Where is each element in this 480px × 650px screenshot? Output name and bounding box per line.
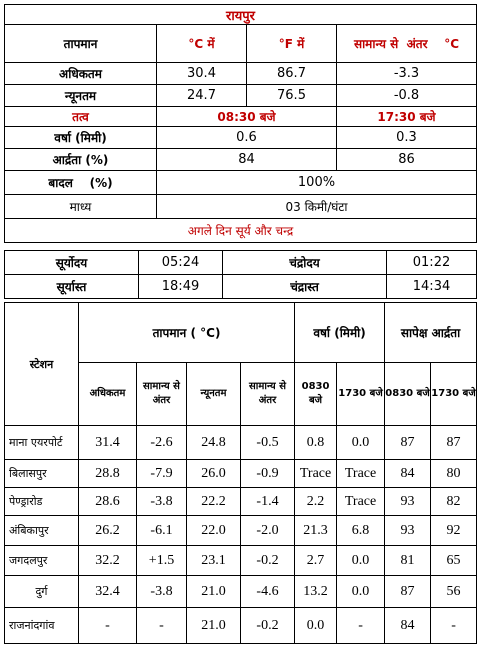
station-min: 22.0 bbox=[187, 516, 241, 546]
rain-1730-header: 1730 बजे bbox=[337, 363, 385, 426]
station-name: पेण्ड्रारोड bbox=[5, 488, 79, 516]
raipur-summary-table bbox=[4, 4, 477, 243]
wind-row bbox=[5, 195, 477, 219]
temp-row-min bbox=[5, 85, 477, 107]
min-diff-header: सामान्य से अंतर bbox=[241, 363, 295, 426]
table-row bbox=[5, 426, 477, 460]
station-max-diff: +1.5 bbox=[137, 546, 187, 576]
elements-header-1730: 17:30 बजे bbox=[337, 107, 477, 127]
station-max-diff: -3.8 bbox=[137, 488, 187, 516]
station-min-diff: -1.4 bbox=[241, 488, 295, 516]
station-rain-0830: 21.3 bbox=[295, 516, 337, 546]
sunset-value: 18:49 bbox=[139, 275, 223, 299]
station-humidity-0830: 87 bbox=[385, 576, 431, 608]
station-rain-1730: Trace bbox=[337, 488, 385, 516]
temp-header-label: तापमान bbox=[5, 25, 157, 63]
station-min-diff: -4.6 bbox=[241, 576, 295, 608]
sun-moon-title: अगले दिन सूर्य और चन्द्र bbox=[5, 219, 477, 243]
station-min: 21.0 bbox=[187, 576, 241, 608]
element-value-1730: 0.3 bbox=[337, 127, 477, 149]
rain-row bbox=[5, 127, 477, 149]
city-title: रायपुर bbox=[5, 5, 477, 25]
temp-c-value: 24.7 bbox=[157, 85, 247, 107]
station-humidity-1730: - bbox=[431, 608, 477, 644]
temp-row-label: अधिकतम bbox=[5, 63, 157, 85]
station-humidity-0830: 84 bbox=[385, 460, 431, 488]
sunrise-row bbox=[5, 251, 477, 275]
station-humidity-0830: 93 bbox=[385, 516, 431, 546]
station-rain-1730: - bbox=[337, 608, 385, 644]
station-min: 26.0 bbox=[187, 460, 241, 488]
station-name: अंबिकापुर bbox=[5, 516, 79, 546]
moonset-value: 14:34 bbox=[387, 275, 477, 299]
element-value-0830: 0.6 bbox=[157, 127, 337, 149]
wind-label: माध्य bbox=[5, 195, 157, 219]
table-row bbox=[5, 546, 477, 576]
station-header: स्टेशन bbox=[5, 303, 79, 426]
station-humidity-1730: 80 bbox=[431, 460, 477, 488]
station-rain-1730: 0.0 bbox=[337, 576, 385, 608]
element-row-label: आर्द्रता (%) bbox=[5, 149, 157, 171]
station-max-diff: -3.8 bbox=[137, 576, 187, 608]
station-rain-1730: 0.0 bbox=[337, 546, 385, 576]
rain-group-header: वर्षा (मिमी) bbox=[295, 303, 385, 363]
temp-group-header: तापमान ( °C) bbox=[79, 303, 295, 363]
station-name: माना एयरपोर्ट bbox=[5, 426, 79, 460]
station-max: - bbox=[79, 608, 137, 644]
station-max: 32.2 bbox=[79, 546, 137, 576]
moonrise-value: 01:22 bbox=[387, 251, 477, 275]
station-humidity-1730: 87 bbox=[431, 426, 477, 460]
max-header: अधिकतम bbox=[79, 363, 137, 426]
cloud-label: बादल (%) bbox=[5, 171, 157, 195]
cloud-row bbox=[5, 171, 477, 195]
elements-header-0830: 08:30 बजे bbox=[157, 107, 337, 127]
temp-row-max bbox=[5, 63, 477, 85]
station-humidity-0830: 84 bbox=[385, 608, 431, 644]
station-rain-0830: 2.2 bbox=[295, 488, 337, 516]
temp-diff-value: -0.8 bbox=[337, 85, 477, 107]
station-max-diff: -2.6 bbox=[137, 426, 187, 460]
station-humidity-1730: 56 bbox=[431, 576, 477, 608]
sunset-row bbox=[5, 275, 477, 299]
temp-header-c: °C में bbox=[157, 25, 247, 63]
station-max-diff: - bbox=[137, 608, 187, 644]
station-min-diff: -0.5 bbox=[241, 426, 295, 460]
moonset-label: चंद्रास्त bbox=[223, 275, 387, 299]
station-rain-0830: 0.8 bbox=[295, 426, 337, 460]
sunrise-label: सूर्योदय bbox=[5, 251, 139, 275]
station-rain-0830: 2.7 bbox=[295, 546, 337, 576]
station-min-diff: -0.2 bbox=[241, 608, 295, 644]
temp-c-value: 30.4 bbox=[157, 63, 247, 85]
station-humidity-0830: 81 bbox=[385, 546, 431, 576]
temp-header-diff: सामान्य से अंतर °C bbox=[337, 25, 477, 63]
station-min: 24.8 bbox=[187, 426, 241, 460]
station-rain-0830: 0.0 bbox=[295, 608, 337, 644]
station-name: राजनांदगांव bbox=[5, 608, 79, 644]
humidity-0830-header: 0830 बजे bbox=[385, 363, 431, 426]
humidity-group-header: सापेक्ष आर्द्रता bbox=[385, 303, 477, 363]
station-max: 31.4 bbox=[79, 426, 137, 460]
station-humidity-1730: 92 bbox=[431, 516, 477, 546]
station-rain-1730: 0.0 bbox=[337, 426, 385, 460]
sunrise-value: 05:24 bbox=[139, 251, 223, 275]
temp-diff-value: -3.3 bbox=[337, 63, 477, 85]
element-row-label: वर्षा (मिमी) bbox=[5, 127, 157, 149]
sunset-label: सूर्यास्त bbox=[5, 275, 139, 299]
station-max: 26.2 bbox=[79, 516, 137, 546]
station-rain-1730: Trace bbox=[337, 460, 385, 488]
station-rain-0830: Trace bbox=[295, 460, 337, 488]
temp-row-label: न्यूनतम bbox=[5, 85, 157, 107]
station-min-diff: -0.2 bbox=[241, 546, 295, 576]
min-header: न्यूनतम bbox=[187, 363, 241, 426]
elements-header-label: तत्व bbox=[5, 107, 157, 127]
temp-f-value: 86.7 bbox=[247, 63, 337, 85]
rain-0830-header: 0830 बजे bbox=[295, 363, 337, 426]
station-name: दुर्ग bbox=[5, 576, 79, 608]
table-row bbox=[5, 576, 477, 608]
station-max-diff: -7.9 bbox=[137, 460, 187, 488]
station-name: जगदलपुर bbox=[5, 546, 79, 576]
station-min: 22.2 bbox=[187, 488, 241, 516]
max-diff-header: सामान्य से अंतर bbox=[137, 363, 187, 426]
station-humidity-1730: 82 bbox=[431, 488, 477, 516]
station-humidity-0830: 87 bbox=[385, 426, 431, 460]
station-max: 28.8 bbox=[79, 460, 137, 488]
station-rain-1730: 6.8 bbox=[337, 516, 385, 546]
station-max: 28.6 bbox=[79, 488, 137, 516]
element-value-1730: 86 bbox=[337, 149, 477, 171]
element-value-0830: 84 bbox=[157, 149, 337, 171]
humidity-row bbox=[5, 149, 477, 171]
station-min-diff: -2.0 bbox=[241, 516, 295, 546]
stations-table bbox=[4, 302, 477, 644]
table-row bbox=[5, 516, 477, 546]
temp-header-f: °F में bbox=[247, 25, 337, 63]
station-max-diff: -6.1 bbox=[137, 516, 187, 546]
station-min: 21.0 bbox=[187, 608, 241, 644]
table-row bbox=[5, 460, 477, 488]
station-humidity-1730: 65 bbox=[431, 546, 477, 576]
station-min: 23.1 bbox=[187, 546, 241, 576]
table-row bbox=[5, 488, 477, 516]
station-rain-0830: 13.2 bbox=[295, 576, 337, 608]
cloud-value: 100% bbox=[157, 171, 477, 195]
station-max: 32.4 bbox=[79, 576, 137, 608]
sun-moon-table bbox=[4, 250, 477, 299]
humidity-1730-header: 1730 बजे bbox=[431, 363, 477, 426]
station-name: बिलासपुर bbox=[5, 460, 79, 488]
station-min-diff: -0.9 bbox=[241, 460, 295, 488]
table-row bbox=[5, 608, 477, 644]
moonrise-label: चंद्रोदय bbox=[223, 251, 387, 275]
station-humidity-0830: 93 bbox=[385, 488, 431, 516]
temp-f-value: 76.5 bbox=[247, 85, 337, 107]
wind-value: 03 किमी/घंटा bbox=[157, 195, 477, 219]
